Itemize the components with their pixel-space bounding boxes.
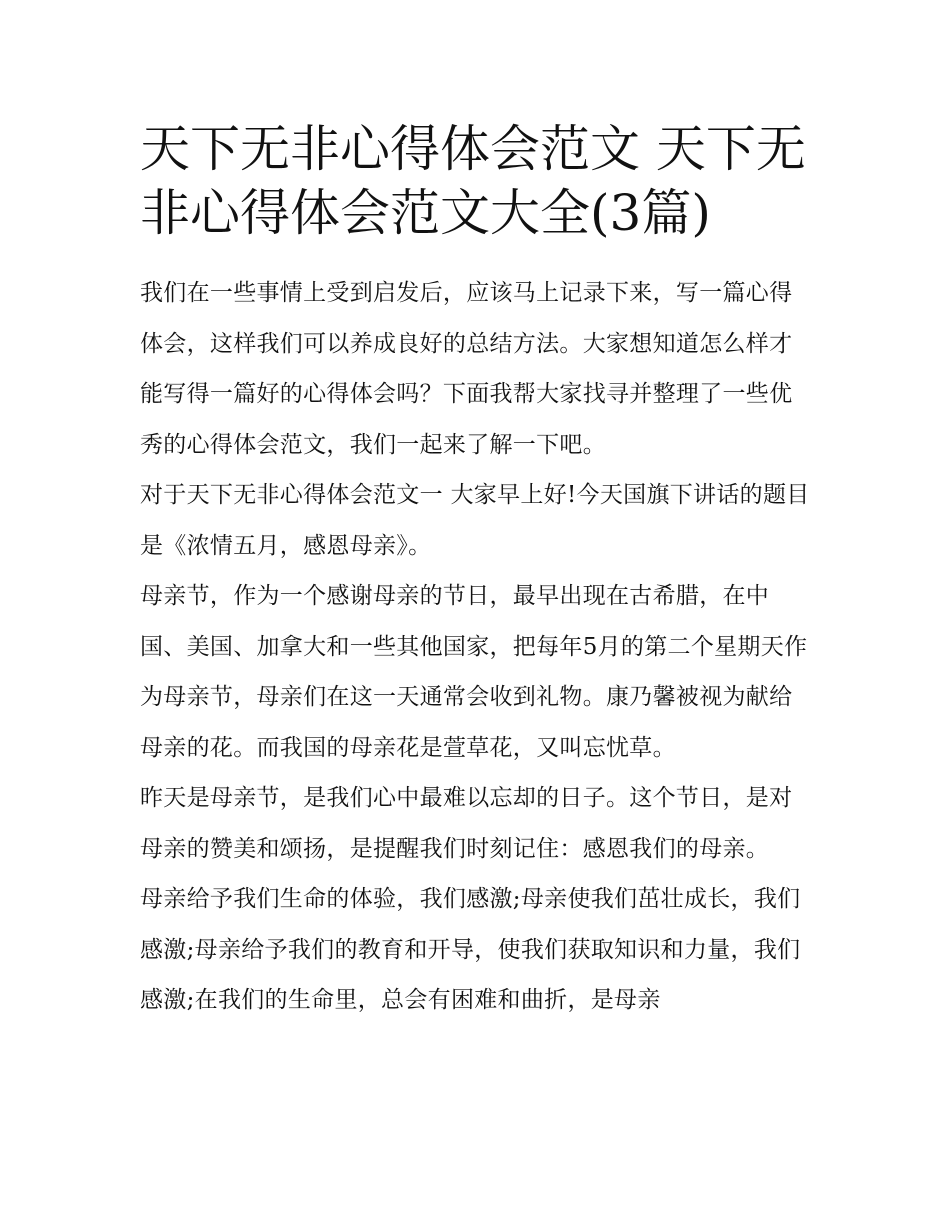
paragraph-speech-opening: 对于天下无非心得体会范文一 大家早上好!今天国旗下讲话的题目是《浓情五月，感恩母亲》。 <box>140 482 810 559</box>
paragraph-mothers-day-history: 母亲节，作为一个感谢母亲的节日，最早出现在古希腊，在中国、美国、加拿大和一些其他国家，把每年5月的第二个星期天作为母亲节，母亲们在这一天通常会收到礼物。康乃馨被视为献给母亲的花。而我国的母亲花是萱草花，又叫忘忧草。 <box>140 583 808 761</box>
paragraph-yesterday: 昨天是母亲节，是我们心中最难以忘却的日子。这个节日，是对母亲的赞美和颂扬，是提醒我们时刻记住：感恩我们的母亲。 <box>140 785 793 862</box>
document-body <box>140 268 815 1026</box>
paragraph-gratitude: 母亲给予我们生命的体验，我们感激;母亲使我们茁壮成长，我们感激;母亲给予我们的教育和开导，使我们获取知识和力量，我们感激;在我们的生命里，总会有困难和曲折，是母亲 <box>140 886 801 1013</box>
document-content <box>140 117 815 1026</box>
paragraph-intro: 我们在一些事情上受到启发后，应该马上记录下来，写一篇心得体会，这样我们可以养成良好的总结方法。大家想知道怎么样才能写得一篇好的心得体会吗？下面我帮大家找寻并整理了一些优秀的心得体会范文，我们一起来了解一下吧。 <box>140 280 793 458</box>
document-title: 天下无非心得体会范文 天下无非心得体会范文大全(3篇) <box>140 120 806 242</box>
